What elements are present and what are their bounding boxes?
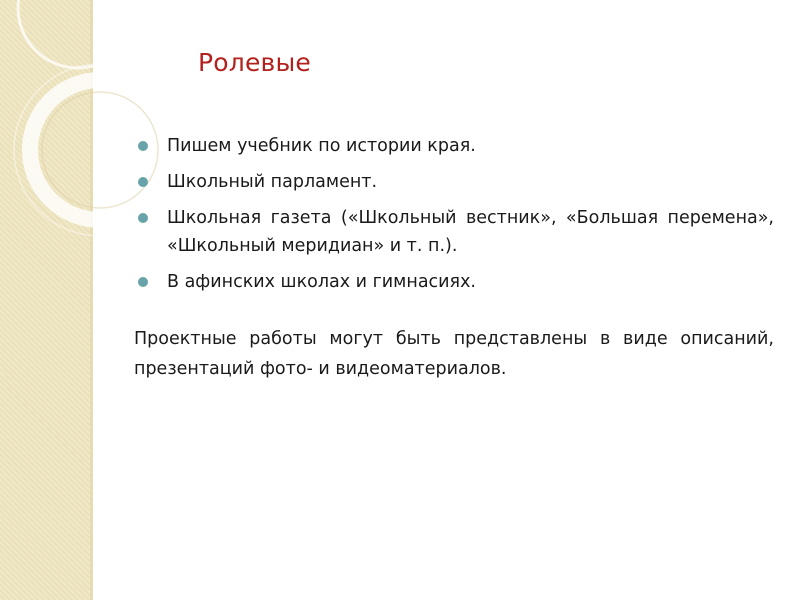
bullet-dot-icon [138, 213, 148, 223]
list-item [134, 268, 774, 296]
list-item [134, 204, 774, 260]
bullet-list [134, 132, 774, 304]
list-item [134, 132, 774, 160]
slide-title: Ролевые [198, 48, 311, 77]
list-item-text: Пишем учебник по истории края. [167, 136, 476, 156]
list-item-text: В афинских школах и гимнасиях. [167, 272, 476, 292]
list-item-text: Школьная газета («Школьный вестник», «Большая перемена», «Школьный меридиан» и т. п.). [167, 208, 774, 256]
side-panel-edge [90, 0, 93, 600]
side-panel [0, 0, 90, 600]
list-item [134, 168, 774, 196]
list-item-text: Школьный парламент. [167, 172, 378, 192]
bullet-dot-icon [138, 177, 148, 187]
project-note: Проектные работы могут быть представлены в виде описаний, презентаций фото- и видеоматериалов. [134, 329, 774, 379]
bullet-dot-icon [138, 141, 148, 151]
bullet-dot-icon [138, 277, 148, 287]
